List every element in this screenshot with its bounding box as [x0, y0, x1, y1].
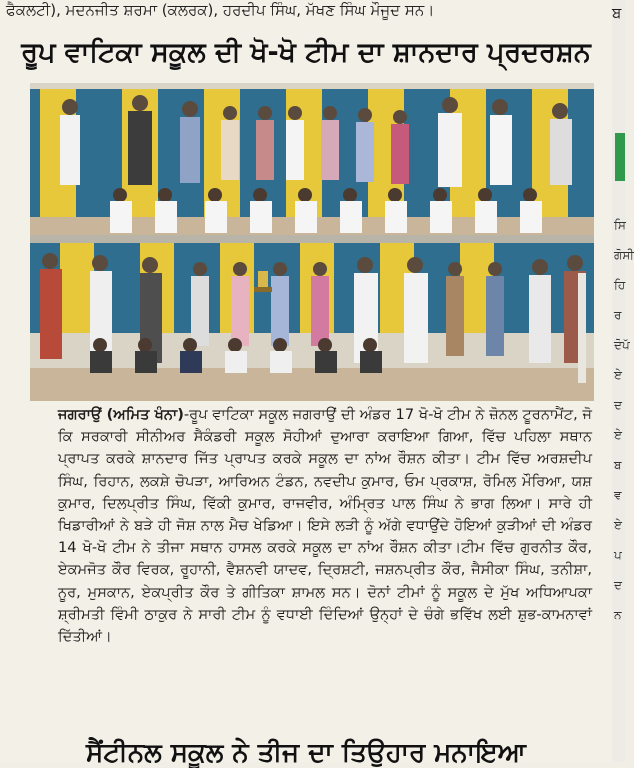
- adjacent-column-top-char: ਬ: [612, 4, 622, 22]
- next-article-headline: ਸੈਂਟੀਨਲ ਸਕੂਲ ਨੇ ਤੀਜ ਦਾ ਤਿਉਹਾਰ ਮਨਾਇਆ: [86, 738, 526, 768]
- article-text: -ਰੂਪ ਵਾਟਿਕਾ ਸਕੂਲ ਜਗਰਾਉਂ ਦੀ ਅੰਡਰ 17 ਖੋ-ਖੋ ਟੀਮ ਨੇ ਜ਼ੋਨਲ ਟੂਰਨਾਮੈਂਟ, ਜੋ ਕਿ ਸਰਕਾਰੀ ਸੀਨੀਅਰ ਸੈਕੰਡਰੀ ਸਕੂਲ ਸੋਹੀਆਂ ਦੁਆਰਾ ਕਰਾਇਆ ਗਿਆ, ਵਿੱਚ ਪਹਿਲਾ ਸਥਾਨ ਪ੍ਰਾਪਤ ਕਰਕੇ ਸ਼ਾਨਦਾਰ ਜਿੱਤ ਪ੍ਰਾਪਤ ਕਰਕੇ ਸਕੂਲ ਦਾ ਨਾਂਅ ਰੌਸ਼ਨ ਕੀਤਾ। ਟੀਮ ਵਿੱਚ ਅਰਸ਼ਦੀਪ ਸਿੰਘ, ਰਿਹਾਨ, ਲਕਸ਼ੇ ਚੋਪੜਾ, ਆਰਿਅਨ ਟੰਡਨ, ਨਵਦੀਪ ਕੁਮਾਰ, ਓਮ ਪ੍ਰਕਾਸ਼, ਰੋਮਿਲ ਮੌਰਿਆ, ਯਸ਼ ਕੁਮਾਰ, ਦਿਲਪ੍ਰੀਤ ਸਿੰਘ, ਵਿੱਕੀ ਕੁਮਾਰ, ਰਾਜਵੀਰ, ਅੰਮ੍ਰਿਤ ਪਾਲ ਸਿੰਘ ਨੇ ਭਾਗ ਲਿਆ। ਸਾਰੇ ਹੀ ਖਿਡਾਰੀਆਂ ਨੇ ਬੜੇ ਹੀ ਜੋਸ਼ ਨਾਲ ਮੈਚ ਖੇਡਿਆ। ਇਸੇ ਲੜੀ ਨੂੰ ਅੱਗੇ ਵਧਾਉਂਦੇ ਹੋਇਆਂ ਕੁੜੀਆਂ ਦੀ ਅੰਡਰ 14 ਖੋ-ਖੋ ਟੀਮ ਨੇ ਤੀਜਾ ਸਥਾਨ ਹਾਸਲ ਕਰਕੇ ਸਕੂਲ ਦਾ ਨਾਂਅ ਰੌਸ਼ਨ ਕੀਤਾ।ਟੀਮ ਵਿੱਚ ਗੁਰਨੀਤ ਕੌਰ, ਏਕਮਜੋਤ ਕੌਰ ਵਿਰਕ, ਰੂਹਾਨੀ, ਵੈਸ਼ਨਵੀ ਯਾਦਵ, ਦ੍ਰਿਸ਼ਟੀ, ਜਸ਼ਨਪ੍ਰੀਤ ਕੌਰ, ਜੈਸੀਕਾ ਸਿੰਘ, ਤਨੀਸ਼ਾ, ਨੂਰ, ਮੁਸਕਾਨ, ਏਕਪ੍ਰੀਤ ਕੌਰ ਤੇ ਗੀਤਿਕਾ ਸ਼ਾਮਲ ਸਨ। ਦੋਨਾਂ ਟੀਮਾਂ ਨੂੰ ਸਕੂਲ ਦੇ ਮੁੱਖ ਅਧਿਆਪਕਾ ਸ਼੍ਰੀਮਤੀ ਵਿੰਮੀ ਠਾਕੁਰ ਨੇ ਸਾਰੀ ਟੀਮ ਨੂੰ ਵਧਾਈ ਦਿੰਦਿਆਂ ਉਨ੍ਹਾਂ ਦੇ ਚੰਗੇ ਭਵਿੱਖ ਲਈ ਸ਼ੁਭ-ਕਾਮਨਾਵਾਂ ਦਿੱਤੀਆਂ।: [58, 406, 592, 646]
- team-group-photo: [30, 83, 594, 401]
- previous-article-last-line: ਫੈਕਲਟੀ), ਮਦਨਜੀਤ ਸ਼ਰਮਾ (ਕਲਰਕ), ਹਰਦੀਪ ਸਿੰਘ, ਮੱਖਣ ਸਿੰਘ ਮੌਜੂਦ ਸਨ।: [6, 1, 435, 19]
- adjacent-column-edge: [612, 0, 634, 762]
- adjacent-column-text: ਸਿਗੋਸੀਹਿਰਦੋਪੱਏਦਏਬਵਏਪਦਨ: [614, 218, 634, 622]
- article-byline: ਜਗਰਾਉਂ (ਅਮਿਤ ਖੰਨਾ): [58, 406, 184, 423]
- green-banner-edge: [615, 133, 625, 181]
- article-body: [58, 404, 592, 734]
- article-headline: ਰੂਪ ਵਾਟਿਕਾ ਸਕੂਲ ਦੀ ਖੋ-ਖੋ ਟੀਮ ਦਾ ਸ਼ਾਨਦਾਰ ਪ੍ਰਦਰਸ਼ਨ: [21, 37, 591, 68]
